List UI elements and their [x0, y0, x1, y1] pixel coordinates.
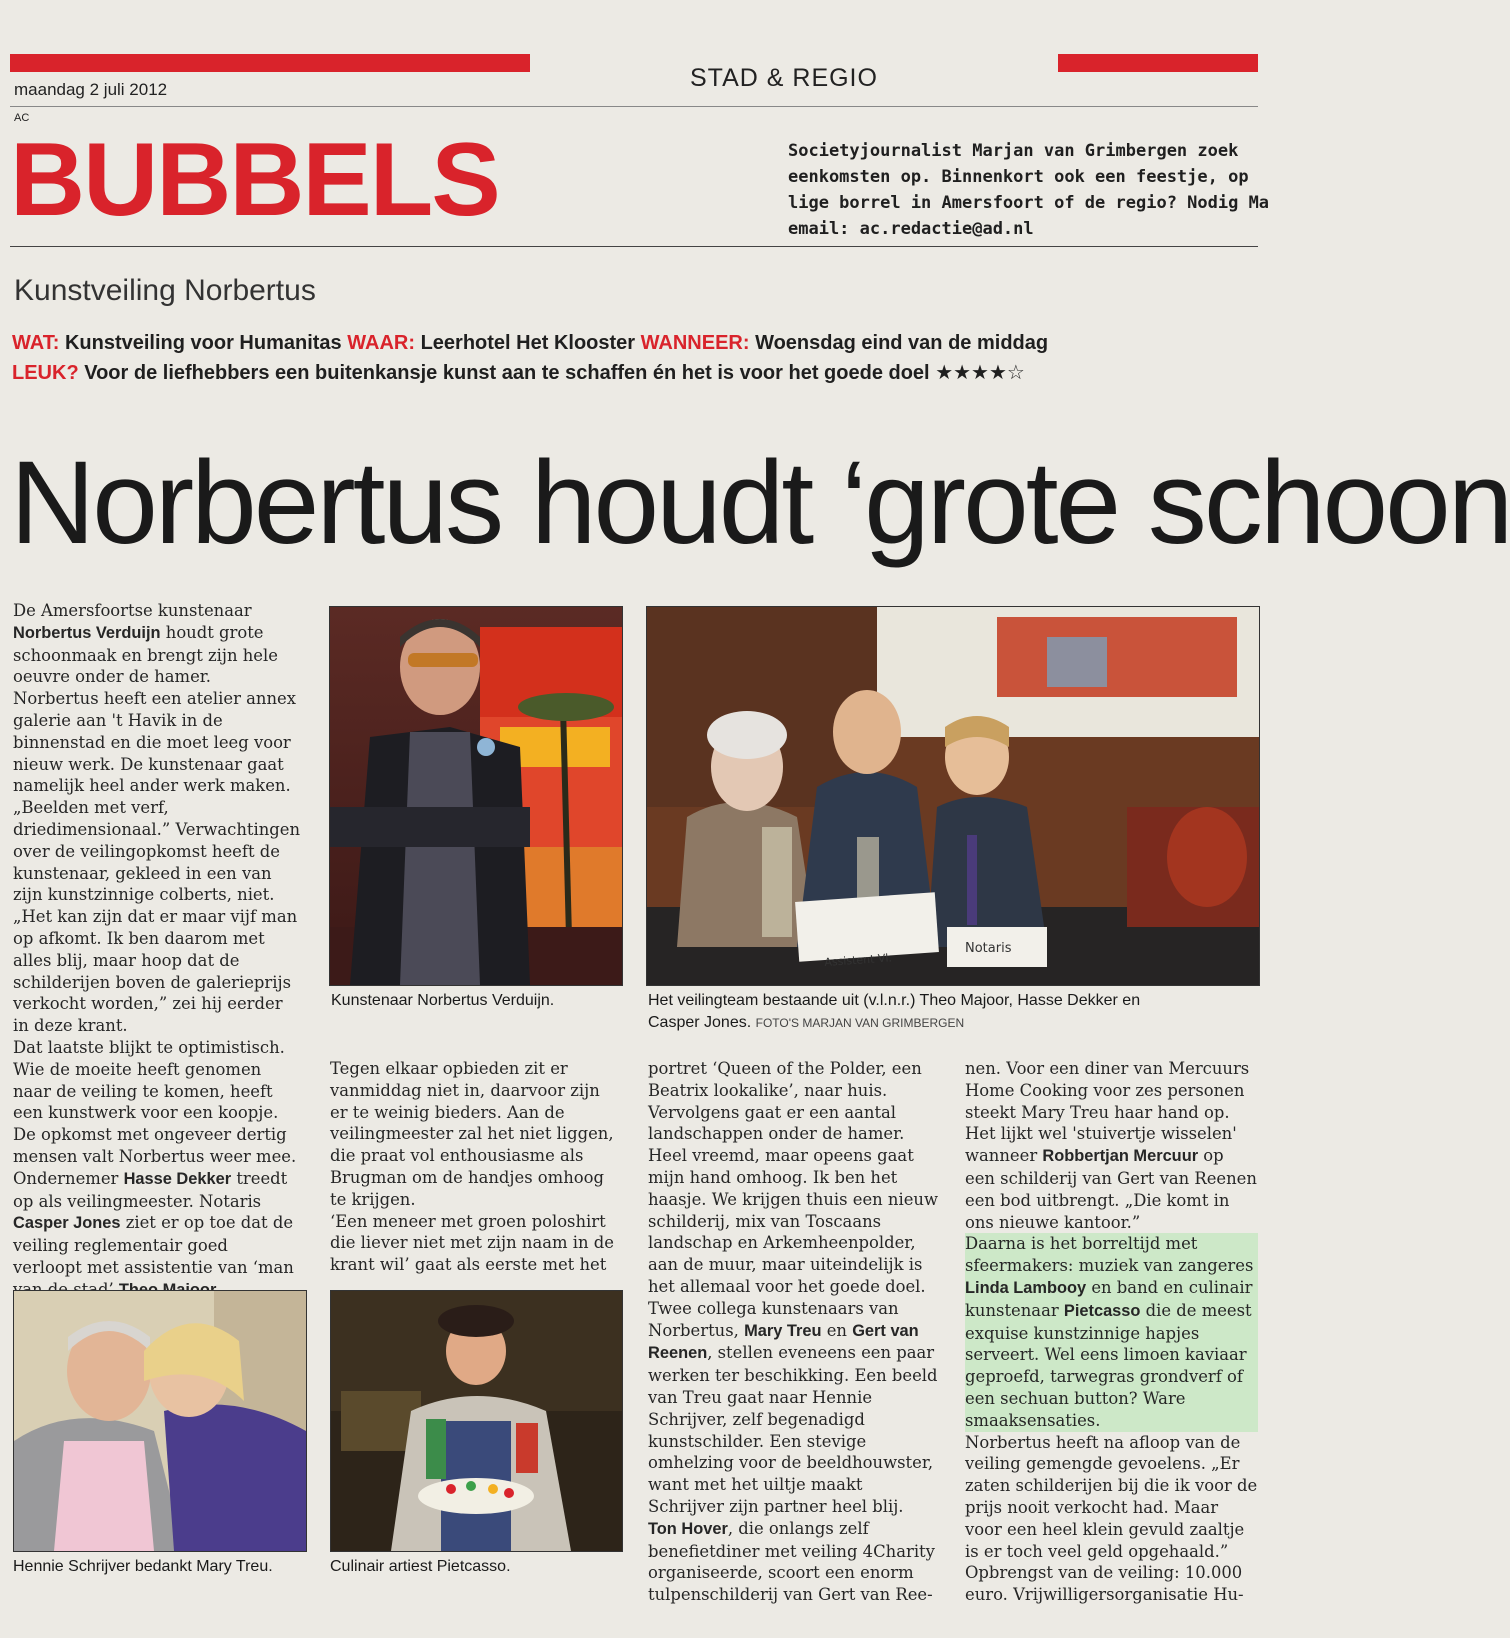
name-bold: Ton Hover: [648, 1519, 728, 1538]
intro-line: Societyjournalist Marjan van Grimbergen zoek: [788, 141, 1239, 161]
text: ziet er op toe dat de veiling reglementair goed verloopt met assistentie van ‘man: [13, 1213, 294, 1277]
leuk-label: LEUK?: [12, 362, 79, 384]
text: , stellen eveneens een paar werken ter beschikking. Een beeld van Treu gaat naar Hennie Schrijver, zelf begenadigd kunstschilder. Een stevige omhelzing voor de beeldhouwster, want met het uiltje maakt Schrijver zijn partner heel blij.: [648, 1343, 938, 1516]
text: treedt op als veilingmeester. Notaris: [13, 1168, 288, 1211]
waar-label: WAAR:: [347, 332, 416, 354]
name-bold: Pietcasso: [1063, 1301, 1141, 1320]
text: en band en culinair kunstenaar: [965, 1277, 1253, 1320]
star-rating: ★★★★☆: [935, 362, 1025, 384]
leuk-value: Voor de liefhebbers een buitenkansje kunst aan te schaffen én het is voor het goede doel: [84, 362, 930, 384]
wat-label: WAT:: [12, 332, 60, 354]
text: , die onlangs zelf benefietdiner met veiling 4Charity organiseerde, scoort een enorm tulpenschilderij van Gert van Ree-: [648, 1518, 935, 1605]
text: nen. Voor een diner van Mercuurs Home Cooking voor zes personen steekt Mary Treu haar hand op. Het lijkt wel 'stuivertje wisselen' wanneer: [965, 1059, 1250, 1166]
wat-value: Kunstveiling voor Humanitas: [64, 332, 342, 354]
caption-text: Casper Jones.: [648, 1014, 752, 1031]
intro-box: [788, 138, 1270, 242]
paragraph: ‘Een meneer met groen poloshirt die liever niet met zijn naam in de krant wil’ gaat als eerste met het: [330, 1211, 614, 1275]
caption-line-2: [648, 1012, 1258, 1034]
edition-code: AC: [14, 112, 30, 124]
photo-pietcasso-caption: Culinair artiest Pietcasso.: [330, 1558, 511, 1575]
name-bold: Linda Lambooy: [965, 1278, 1087, 1297]
text: De Amersfoortse kunstenaar: [13, 601, 252, 620]
intro-line: lige borrel in Amersfoort of de regio? Nodig Ma: [788, 193, 1270, 213]
photo-norbertus-image: [330, 607, 622, 985]
article-column-1: [13, 600, 301, 1302]
article-column-3: [648, 1058, 938, 1606]
photo-auction-team: [646, 606, 1260, 986]
text: houdt grote schoonmaak en brengt zijn hele oeuvre onder de hamer. Norbertus heeft een atelier annex galerie aan 't Havik in de binnenstad en die moet leeg voor nieuw werk. De kunstenaar gaat namelijk heel ander werk maken. „Beelden met verf, driedimensionaal.” Verwachtingen over de veilingopkomst heeft de kunstenaar, gekleed in een van zijn kunstzinnige colberts, niet. „Het kan zijn dat er maar vijf man op afkomt. Ik ben daarom met alles blij, maar hoop dat de schilderijen boven de galerieprijs verkocht worden,” zei hij eerder in deze krant.: [13, 622, 301, 1036]
intro-line: email: ac.redactie@ad.nl: [788, 219, 1034, 239]
photo-auction-team-image: [647, 607, 1259, 985]
photo-credit: FOTO'S MARJAN VAN GRIMBERGEN: [755, 1016, 965, 1030]
name-bold: Mary Treu: [744, 1321, 822, 1340]
intro-line: eenkomsten op. Binnenkort ook een feestje, op: [788, 167, 1249, 187]
event-kicker: Kunstveiling Norbertus: [14, 274, 316, 307]
text: Twee collega kunstenaars van Norbertus,: [648, 1298, 899, 1340]
wanneer-value: Woensdag eind van de middag: [755, 332, 1049, 354]
waar-value: Leerhotel Het Klooster: [420, 332, 636, 354]
headline: Norbertus houdt ‘grote schoon: [10, 437, 1510, 569]
photo-norbertus: [329, 606, 623, 986]
text: Dat laatste blijkt te optimistisch. Wie de moeite heeft genomen naar de veiling te komen, heeft een kunstwerk voor een koopje. De opkomst met ongeveer dertig mensen valt Norbertus weer mee. Ondernemer: [13, 1037, 297, 1188]
name-bold: Gert van Reenen: [648, 1321, 919, 1363]
sign-notaris: Notaris: [965, 941, 1012, 956]
highlighted-paragraph: [965, 1233, 1258, 1431]
wanneer-label: WANNEER:: [640, 332, 750, 354]
text: op een schilderij van Gert van Reenen een bod uitbrengt. „Die komt in ons nieuwe kantoor.”: [965, 1146, 1257, 1232]
top-red-bar-right: [1058, 54, 1258, 72]
name-bold: Norbertus Verduijn: [13, 623, 161, 642]
name-bold: Casper Jones: [13, 1214, 121, 1233]
photo-auction-team-caption: [648, 990, 1258, 1034]
photo-hennie-mary-caption: Hennie Schrijver bedankt Mary Treu.: [13, 1558, 273, 1575]
paragraph: Norbertus heeft na afloop van de veiling gemengde gevoelens. „Er zaten schilderijen bij die ik voor de prijs nooit verkocht had. Maar voor een heel klein gevuld zaaltje is er toch veel geld opgehaald.” Opbrengst van de veiling: 10.000 euro. Vrijwilligersorganisatie Hu-: [965, 1432, 1258, 1605]
photo-pietcasso-image: [331, 1291, 622, 1551]
masthead-rule: [10, 106, 1258, 107]
name-bold: Hasse Dekker: [123, 1169, 232, 1188]
brand-rule: [10, 246, 1258, 247]
text: en: [821, 1320, 853, 1340]
photo-norbertus-caption: Kunstenaar Norbertus Verduijn.: [331, 992, 555, 1009]
article-column-2: [330, 1058, 620, 1276]
paragraph: portret ‘Queen of the Polder, een Beatrix lookalike’, naar huis. Vervolgens gaat er een aantal landschappen onder de hamer. Heel vreemd, maar opeens gaat mijn hand omhoog. Ik ben het haasje. We krijgen thuis een nieuw schilderij, mix van Toscaans landschap en Arkemheenpolder, aan de muur, maar uiteindelijk is het allemaal voor het goede doel.: [648, 1059, 938, 1296]
name-bold: Robbertjan Mercuur: [1042, 1147, 1199, 1166]
sign-assistant: Assistent Vl.: [823, 951, 893, 970]
brand-logo: BUBBELS: [10, 122, 499, 238]
paragraph: Tegen elkaar opbieden zit er vanmiddag niet in, daarvoor zijn er te weinig bieders. Aan de veilingmeester zal het niet liggen, die praat vol enthousiasme als Brugman om de handjes omhoog te krijgen.: [330, 1059, 614, 1209]
caption-line: Het veilingteam bestaande uit (v.l.n.r.) Theo Majoor, Hasse Dekker en: [648, 992, 1141, 1009]
section-title: STAD & REGIO: [690, 64, 878, 92]
fact-line-2: [12, 360, 1025, 385]
photo-hennie-mary: [13, 1290, 307, 1552]
text: die de meest exquise kunstzinnige hapjes serveert. Wel eens limoen kaviaar geproefd, tarwegras grondverf of een sechuan button? Ware smaaksensaties.: [965, 1300, 1252, 1430]
issue-date: maandag 2 juli 2012: [14, 80, 168, 99]
top-red-bar-left: [10, 54, 530, 72]
photo-pietcasso: [330, 1290, 623, 1552]
article-column-4: [965, 1058, 1258, 1606]
fact-line-1: [12, 332, 1048, 355]
text: Daarna is het borreltijd met sfeermakers: muziek van zangeres: [965, 1234, 1254, 1276]
photo-hennie-mary-image: [14, 1291, 306, 1551]
